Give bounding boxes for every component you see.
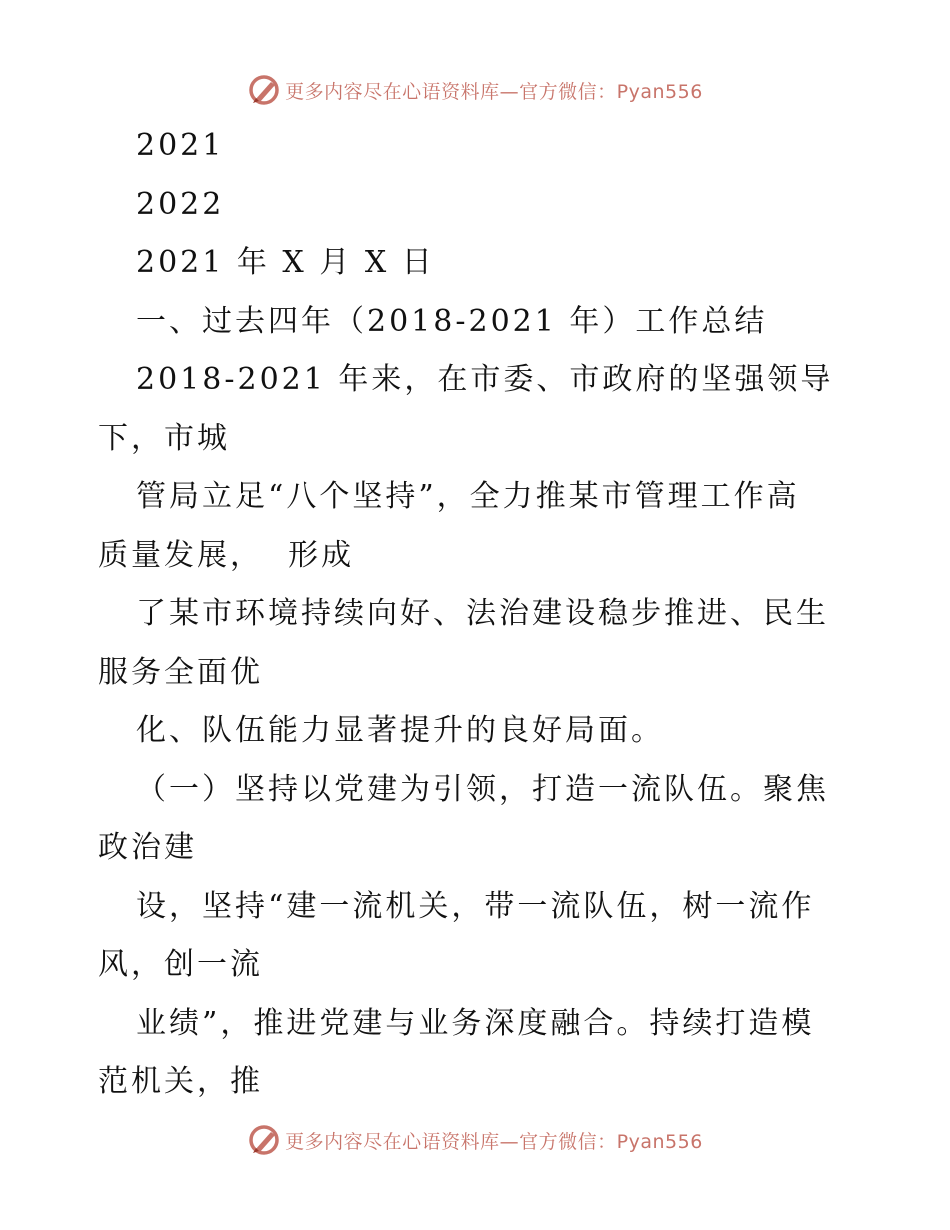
document-body — [98, 117, 858, 1112]
watermark-text: 更多内容尽在心语资料库—官方微信：Pyan556 — [285, 80, 703, 103]
line-year-2022: 2022 — [136, 186, 225, 222]
header-watermark — [0, 70, 950, 110]
line-year-2021: 2021 — [136, 128, 225, 163]
paragraph: 业绩”，推进党建与业务深度融合。持续打造模 范机关，推 — [98, 1005, 815, 1099]
footer-watermark — [0, 1120, 950, 1160]
paragraph: 了某市环境持续向好、法治建设稳步推进、民生 服务全面优 — [98, 596, 829, 690]
line-date: 2021 年 X 月 X 日 — [136, 245, 435, 280]
paragraph: 设，坚持“建一流机关，带一流队伍，树一流作 风，创一流 — [98, 888, 815, 982]
section-heading-1: 一、过去四年（2018-2021 年）工作总结 — [136, 303, 768, 339]
paragraph: 管局立足“八个坚持”，全力推某市管理工作高 质量发展， 形成 — [98, 479, 800, 573]
pen-logo-icon — [247, 73, 281, 107]
paragraph: （一）坚持以党建为引领，打造一流队伍。聚焦 政治建 — [98, 771, 829, 865]
paragraph: 2018-2021 年来，在市委、市政府的坚强领导 下，市城 — [98, 362, 834, 456]
pen-logo-icon — [247, 1123, 281, 1157]
paragraph: 化、队伍能力显著提升的良好局面。 — [136, 713, 664, 748]
watermark-text: 更多内容尽在心语资料库—官方微信：Pyan556 — [285, 1130, 703, 1153]
